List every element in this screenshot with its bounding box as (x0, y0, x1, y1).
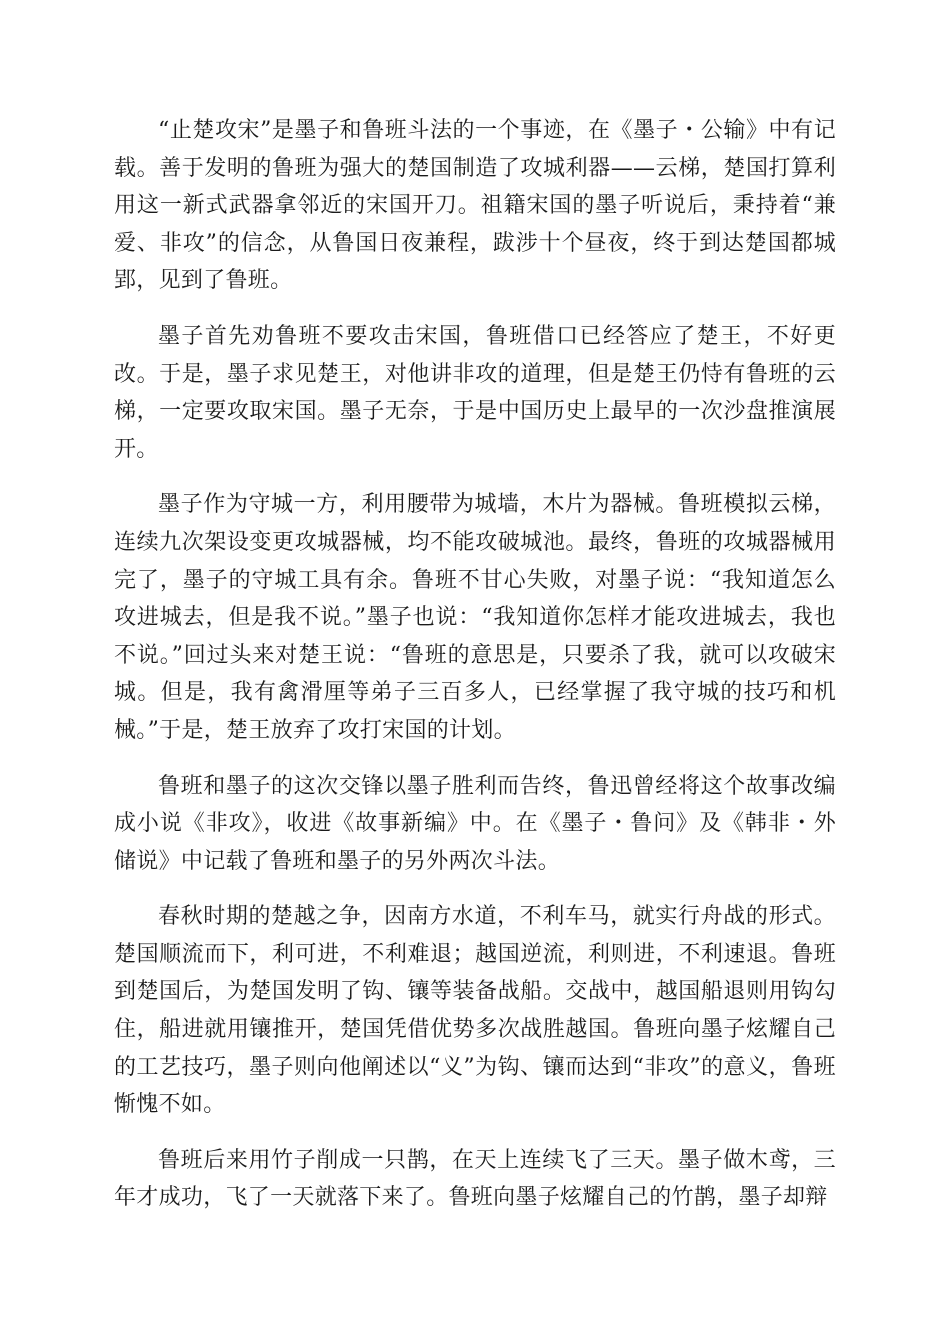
paragraph-outcome: 鲁班和墨子的这次交锋以墨子胜利而告终，鲁迅曾经将这个故事改编成小说《非攻》，收进《故事新编》中。在《墨子・鲁问》及《韩非・外储说》中记载了鲁班和墨子的另外两次斗法。 (114, 773, 836, 874)
paragraph-bamboo-magpie: 鲁班后来用竹子削成一只鹊，在天上连续飞了三天。墨子做木鸢，三年才成功，飞了一天就落下来了。鲁班向墨子炫耀自己的竹鹊，墨子却辩 (114, 1147, 836, 1211)
paragraph-chu-song: “止楚攻宋”是墨子和鲁班斗法的一个事迹，在《墨子・公输》中有记载。善于发明的鲁班为强大的楚国制造了攻城利器——云梯，楚国打算利用这一新式武器拿邻近的宋国开刀。祖籍宋国的墨子听说后，秉持着“兼爱、非攻”的信念，从鲁国日夜兼程，跋涉十个昼夜，终于到达楚国都城郢，见到了鲁班。 (114, 118, 836, 294)
paragraph-boat-war: 春秋时期的楚越之争，因南方水道，不利车马，就实行舟战的形式。楚国顺流而下，利可进，不利难退；越国逆流，利则进，不利速退。鲁班到楚国后，为楚国发明了钩、镶等装备战船。交战中，越国船退则用钩勾住，船进就用镶推开，楚国凭借优势多次战胜越国。鲁班向墨子炫耀自己的工艺技巧，墨子则向他阐述以“义”为钩、镶而达到“非攻”的意义，鲁班惭愧不如。 (114, 904, 836, 1118)
document-page (114, 112, 836, 1217)
paragraph-persuasion: 墨子首先劝鲁班不要攻击宋国，鲁班借口已经答应了楚王，不好更改。于是，墨子求见楚王，对他讲非攻的道理，但是楚王仍恃有鲁班的云梯，一定要攻取宋国。墨子无奈，于是中国历史上最早的一次沙盘推演展开。 (114, 323, 836, 462)
paragraph-sandtable: 墨子作为守城一方，利用腰带为城墙，木片为器械。鲁班模拟云梯，连续九次架设变更攻城器械，均不能攻破城池。最终，鲁班的攻城器械用完了，墨子的守城工具有余。鲁班不甘心失败，对墨子说：“我知道怎么攻进城去，但是我不说。”墨子也说：“我知道你怎样才能攻进城去，我也不说。”回过头来对楚王说：“鲁班的意思是，只要杀了我，就可以攻破宋城。但是，我有禽滑厘等弟子三百多人，已经掌握了我守城的技巧和机械。”于是，楚王放弃了攻打宋国的计划。 (114, 492, 836, 743)
